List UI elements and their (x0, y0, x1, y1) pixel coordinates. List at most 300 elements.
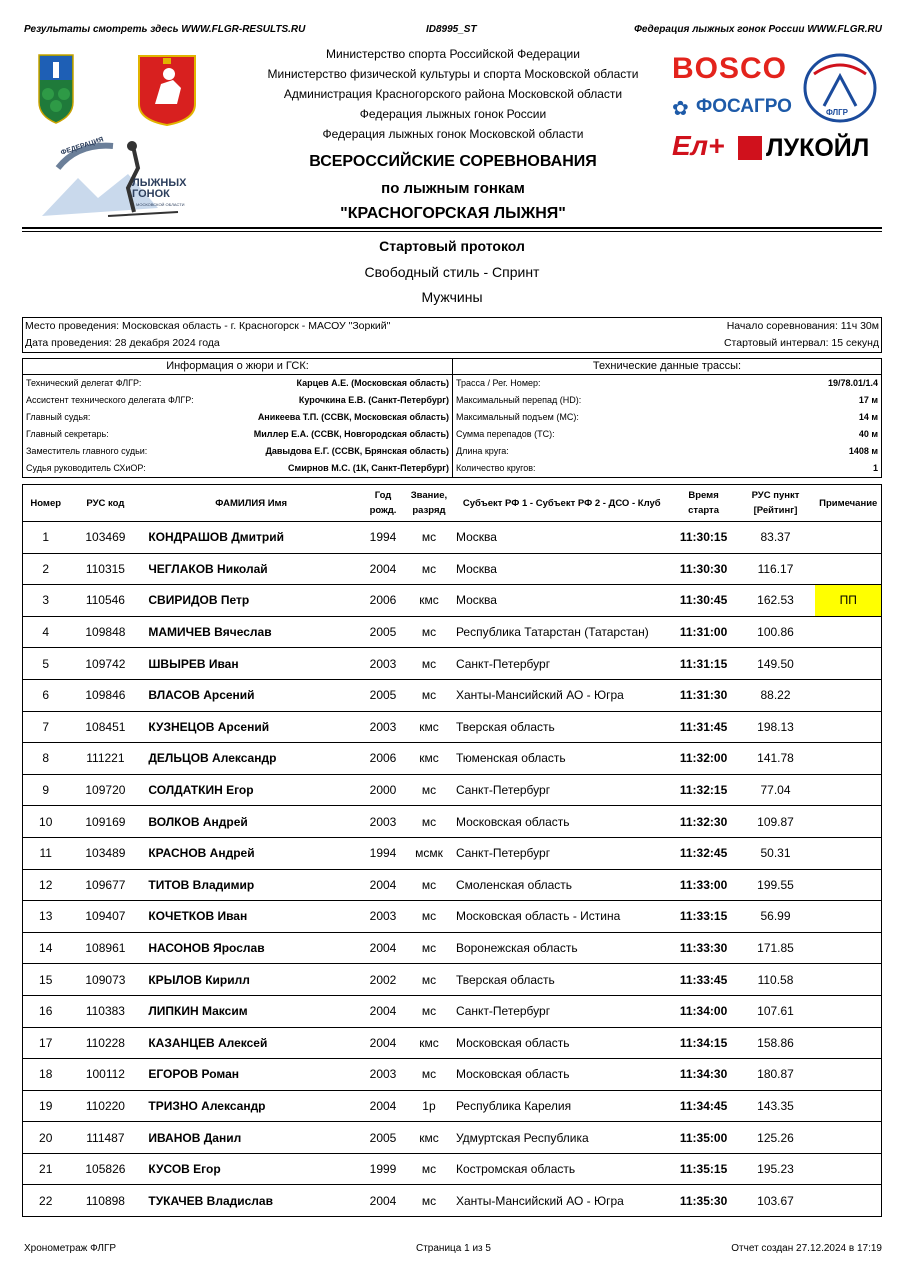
flgr-logo (802, 52, 878, 124)
rus-points: 88.22 (736, 679, 816, 711)
header-divider-thin (22, 231, 882, 232)
competition-info (22, 317, 882, 353)
jury-value: Аникеева Т.П. (ССВК, Московская область) (257, 412, 449, 422)
col-header-year (360, 485, 406, 522)
note (815, 964, 881, 996)
table-row (23, 837, 882, 869)
rus-code: 109407 (68, 901, 142, 933)
rus-code: 105826 (68, 1153, 142, 1185)
note (815, 774, 881, 806)
jury-label: Ассистент технического делегата ФЛГР: (26, 395, 194, 405)
club: Московская область (452, 1027, 672, 1059)
athlete-name: КРАСНОВ Андрей (142, 837, 360, 869)
birth-year: 2006 (360, 585, 406, 617)
rus-points: 199.55 (736, 869, 816, 901)
col-header-year-line1: Год (374, 490, 392, 501)
athlete-number: 8 (23, 743, 69, 775)
jury-and-track-info (22, 358, 882, 478)
rus-code: 109169 (68, 806, 142, 838)
rank: мс (406, 869, 452, 901)
rus-points: 107.61 (736, 995, 816, 1027)
table-header-row (23, 485, 882, 522)
track-label: Трасса / Рег. Номер: (456, 378, 541, 388)
note (815, 743, 881, 775)
organizers-list (230, 44, 676, 144)
start-time-cell: 11:31:30 (672, 679, 736, 711)
jury-label: Заместитель главного судьи: (26, 446, 148, 456)
rus-points: 77.04 (736, 774, 816, 806)
club: Санкт-Петербург (452, 648, 672, 680)
athlete-number: 3 (23, 585, 69, 617)
rus-code: 109742 (68, 648, 142, 680)
track-value: 14 м (858, 412, 878, 422)
track-value: 1 (872, 463, 878, 473)
club: Удмуртская Республика (452, 1122, 672, 1154)
note (815, 679, 881, 711)
jury-title: Информация о жюри и ГСК: (23, 359, 452, 375)
rank: кмс (406, 585, 452, 617)
track-value: 17 м (858, 395, 878, 405)
jury-row (23, 375, 452, 392)
rank: кмс (406, 711, 452, 743)
club: Москва (452, 585, 672, 617)
athlete-name: ВОЛКОВ Андрей (142, 806, 360, 838)
col-header-time-line2: старта (688, 505, 719, 516)
lukoil-emblem-icon (738, 136, 762, 160)
jury-label: Главный секретарь: (26, 429, 109, 439)
rus-code: 109677 (68, 869, 142, 901)
athlete-number: 13 (23, 901, 69, 933)
table-row (23, 616, 882, 648)
table-row (23, 774, 882, 806)
federation-link[interactable]: Федерация лыжных гонок России WWW.FLGR.RU (634, 24, 882, 35)
note (815, 869, 881, 901)
note (815, 648, 881, 680)
table-row (23, 964, 882, 996)
athlete-name: ШВЫРЕВ Иван (142, 648, 360, 680)
birth-year: 2003 (360, 648, 406, 680)
organizer-line: Министерство физической культуры и спорта Московской области (267, 67, 639, 81)
fed-logo-text-1: ФЕДЕРАЦИЯ (60, 136, 105, 157)
club: Республика Карелия (452, 1090, 672, 1122)
athlete-name: КРЫЛОВ Кирилл (142, 964, 360, 996)
birth-year: 2005 (360, 616, 406, 648)
note (815, 1185, 881, 1217)
club: Смоленская область (452, 869, 672, 901)
col-header-time-line1: Время (688, 490, 719, 501)
track-value: 19/78.01/1.4 (827, 378, 878, 388)
athlete-name: СВИРИДОВ Петр (142, 585, 360, 617)
rus-code: 100112 (68, 1059, 142, 1091)
organizer-line: Федерация лыжных гонок Московской области (322, 127, 584, 141)
birth-year: 2003 (360, 806, 406, 838)
start-time-cell: 11:32:00 (672, 743, 736, 775)
rus-points: 143.35 (736, 1090, 816, 1122)
athlete-number: 20 (23, 1122, 69, 1154)
club: Санкт-Петербург (452, 774, 672, 806)
athlete-number: 9 (23, 774, 69, 806)
athlete-number: 19 (23, 1090, 69, 1122)
jury-value: Миллер Е.А. (ССВК, Новгородская область) (253, 429, 449, 439)
start-interval: Стартовый интервал: 15 секунд (723, 337, 879, 349)
bosco-logo: BOSCO (672, 52, 788, 85)
table-row (23, 1090, 882, 1122)
athlete-number: 7 (23, 711, 69, 743)
rank: мс (406, 553, 452, 585)
athlete-name: МАМИЧЕВ Вячеслав (142, 616, 360, 648)
birth-year: 2003 (360, 711, 406, 743)
rank: мс (406, 522, 452, 554)
athlete-name: НАСОНОВ Ярослав (142, 932, 360, 964)
note (815, 553, 881, 585)
track-label: Длина круга: (456, 446, 509, 456)
table-row (23, 1027, 882, 1059)
club: Республика Татарстан (Татарстан) (452, 616, 672, 648)
fed-logo-text-2: ЛЫЖНЫХ (132, 177, 187, 189)
start-time-cell: 11:30:15 (672, 522, 736, 554)
start-time-cell: 11:32:15 (672, 774, 736, 806)
birth-year: 2004 (369, 1193, 397, 1208)
fed-logo-text-3: ГОНОК (132, 188, 170, 200)
flgr-logo-text: ФЛГР (826, 108, 849, 117)
club: Костромская область (452, 1153, 672, 1185)
jury-row (23, 460, 452, 477)
start-time-cell: 11:32:45 (672, 837, 736, 869)
club: Санкт-Петербург (452, 995, 672, 1027)
table-row (23, 1122, 882, 1154)
rus-points: 103.67 (757, 1193, 794, 1208)
rank: мс (406, 1153, 452, 1185)
club: Воронежская область (452, 932, 672, 964)
track-title: Технические данные трассы: (453, 359, 881, 375)
rank: мс (406, 901, 452, 933)
rank: мс (406, 995, 452, 1027)
note (815, 1153, 881, 1185)
venue: Место проведения: Московская область - г. Красногорск - МАСОУ "Зоркий" (25, 320, 391, 332)
jury-row (23, 409, 452, 426)
rus-code: 109720 (68, 774, 142, 806)
footer-page: Страница 1 из 5 (416, 1243, 491, 1254)
ski-federation-moscow-oblast-logo (38, 138, 190, 220)
club: Тверская область (452, 964, 672, 996)
birth-year: 2003 (360, 901, 406, 933)
track-row (453, 375, 881, 392)
club: Московская область - Истина (452, 901, 672, 933)
rus-points: 100.86 (736, 616, 816, 648)
athlete-name: ЧЕГЛАКОВ Николай (142, 553, 360, 585)
birth-year: 2005 (360, 1122, 406, 1154)
table-row (23, 679, 882, 711)
note (815, 711, 881, 743)
note (815, 522, 881, 554)
discipline: Свободный стиль - Спринт (364, 264, 540, 280)
col-header-club: Субъект РФ 1 - Субъект РФ 2 - ДСО - Клуб (452, 485, 672, 522)
club: Тюменская область (452, 743, 672, 775)
start-time-cell: 11:32:30 (672, 806, 736, 838)
start-time-cell: 11:31:00 (672, 616, 736, 648)
track-label: Количество кругов: (456, 463, 536, 473)
rank: мсмк (406, 837, 452, 869)
birth-year: 2004 (360, 995, 406, 1027)
start-time-cell: 11:30:45 (672, 585, 736, 617)
rus-points: 195.23 (736, 1153, 816, 1185)
col-header-points-line2: [Рейтинг] (753, 505, 798, 516)
table-row (23, 711, 882, 743)
table-row (23, 806, 882, 838)
rus-code: 110228 (68, 1027, 142, 1059)
club: Ханты-Мансийский АО - Югра (455, 1193, 624, 1208)
enplus-logo: Eл+ (672, 130, 725, 161)
table-row (23, 995, 882, 1027)
athlete-name: ВЛАСОВ Арсений (142, 679, 360, 711)
col-header-note: Примечание (815, 485, 881, 522)
header-divider (22, 227, 882, 229)
birth-year: 2004 (360, 553, 406, 585)
track-label: Максимальный подъем (MC): (456, 412, 579, 422)
athlete-number: 5 (23, 648, 69, 680)
rus-code: 109846 (68, 679, 142, 711)
rus-code: 103489 (68, 837, 142, 869)
phosagro-logo (672, 94, 796, 120)
athlete-number: 21 (23, 1153, 69, 1185)
track-label: Максимальный перепад (HD): (456, 395, 582, 405)
athlete-name: ЛИПКИН Максим (142, 995, 360, 1027)
rus-points: 56.99 (736, 901, 816, 933)
start-list-table (22, 484, 882, 1217)
note (815, 1027, 881, 1059)
note (815, 995, 881, 1027)
rus-code: 110898 (85, 1193, 125, 1208)
jury-label: Главный судья: (26, 412, 91, 422)
club: Тверская область (452, 711, 672, 743)
athlete-name: КУСОВ Егор (142, 1153, 360, 1185)
start-time-cell: 11:33:15 (672, 901, 736, 933)
rank: мс (406, 1059, 452, 1091)
phosagro-text: ФОСАГРО (696, 96, 792, 117)
athlete-number: 1 (23, 522, 69, 554)
start-time-cell: 11:34:15 (672, 1027, 736, 1059)
track-value: 40 м (858, 429, 878, 439)
rus-points: 158.86 (736, 1027, 816, 1059)
table-row (23, 932, 882, 964)
athlete-number: 10 (23, 806, 69, 838)
jury-value: Смирнов М.С. (1К, Санкт-Петербург) (288, 463, 449, 473)
club: Московская область (452, 1059, 672, 1091)
footer-created: Отчет создан 27.12.2024 в 17:19 (731, 1243, 882, 1254)
athlete-number: 2 (23, 553, 69, 585)
rank: мс (406, 806, 452, 838)
birth-year: 2003 (360, 1059, 406, 1091)
athlete-number: 6 (23, 679, 69, 711)
birth-year: 1994 (360, 522, 406, 554)
rus-code: 109073 (68, 964, 142, 996)
lukoil-text: ЛУКОЙЛ (766, 134, 870, 162)
birth-year: 2006 (360, 743, 406, 775)
track-value: 1408 м (848, 446, 878, 456)
note (815, 1122, 881, 1154)
organizer-line: Федерация лыжных гонок России (359, 107, 547, 121)
col-header-name: ФАМИЛИЯ Имя (142, 485, 360, 522)
birth-year: 1994 (360, 837, 406, 869)
jury-value: Карцев А.Е. (Московская область) (296, 378, 449, 388)
note (815, 1059, 881, 1091)
athlete-number: 11 (23, 837, 69, 869)
rank: мс (406, 932, 452, 964)
rus-points: 180.87 (736, 1059, 816, 1091)
birth-year: 2004 (360, 932, 406, 964)
rank: кмс (406, 1122, 452, 1154)
jury-row (23, 426, 452, 443)
lukoil-logo (738, 134, 880, 164)
category: Мужчины (421, 289, 483, 305)
note (815, 932, 881, 964)
flower-icon: ✿ (672, 98, 689, 120)
birth-year: 2004 (360, 1027, 406, 1059)
club: Москва (452, 553, 672, 585)
rus-code: 110383 (68, 995, 142, 1027)
athlete-name: ТИТОВ Владимир (142, 869, 360, 901)
start-time-cell: 11:35:15 (672, 1153, 736, 1185)
rank: мс (406, 774, 452, 806)
start-time-cell: 11:31:45 (672, 711, 736, 743)
rus-code: 110315 (68, 553, 142, 585)
rus-code: 103469 (68, 522, 142, 554)
athlete-name: КАЗАНЦЕВ Алексей (142, 1027, 360, 1059)
event-title-line2: по лыжным гонкам (381, 180, 525, 197)
table-row (23, 585, 882, 617)
organizer-line: Администрация Красногорского района Московской области (283, 87, 623, 101)
track-row (453, 443, 881, 460)
note (815, 901, 881, 933)
rus-points: 171.85 (736, 932, 816, 964)
organizer-line: Министерство спорта Российской Федерации (326, 47, 580, 61)
birth-year: 1999 (360, 1153, 406, 1185)
col-header-code: РУС код (68, 485, 142, 522)
table-row (23, 648, 882, 680)
athlete-name: ТУКАЧЕВ Владислав (148, 1193, 273, 1208)
table-row (23, 1153, 882, 1185)
athlete-number: 12 (23, 869, 69, 901)
rus-code: 111221 (68, 743, 142, 775)
note (815, 1090, 881, 1122)
rus-points: 50.31 (736, 837, 816, 869)
col-header-year-line2: рожд. (369, 505, 397, 516)
rus-code: 111487 (68, 1122, 142, 1154)
rus-points: 162.53 (736, 585, 816, 617)
rus-code: 108451 (68, 711, 142, 743)
table-row (23, 869, 882, 901)
col-header-rank-line1: Звание, (410, 490, 448, 501)
footer-timing: Хронометраж ФЛГР (24, 1243, 117, 1254)
rus-code: 110220 (68, 1090, 142, 1122)
rus-code: 109848 (68, 616, 142, 648)
col-header-time (672, 485, 736, 522)
athlete-name: ИВАНОВ Данил (142, 1122, 360, 1154)
athlete-number: 17 (23, 1027, 69, 1059)
event-title-line1: ВСЕРОССИЙСКИЕ СОРЕВНОВАНИЯ (309, 153, 597, 170)
athlete-name: ЕГОРОВ Роман (142, 1059, 360, 1091)
birth-year: 2004 (360, 1090, 406, 1122)
note (815, 616, 881, 648)
results-link[interactable]: Результаты смотреть здесь WWW.FLGR-RESULTS.RU (24, 24, 306, 35)
rus-points: 198.13 (736, 711, 816, 743)
club: Ханты-Мансийский АО - Югра (452, 679, 672, 711)
club: Московская область (452, 806, 672, 838)
rank: кмс (406, 743, 452, 775)
protocol-title: Стартовый протокол (379, 238, 525, 254)
jury-row (23, 443, 452, 460)
athlete-name: ДЕЛЬЦОВ Александр (142, 743, 360, 775)
table-row (23, 553, 882, 585)
krasnogorsk-coat-of-arms (38, 54, 74, 124)
col-header-points (736, 485, 816, 522)
athlete-name: КУЗНЕЦОВ Арсений (142, 711, 360, 743)
track-row (453, 392, 881, 409)
track-row (453, 426, 881, 443)
col-header-rank (406, 485, 452, 522)
athlete-name: КОНДРАШОВ Дмитрий (142, 522, 360, 554)
athlete-name: КОЧЕТКОВ Иван (142, 901, 360, 933)
rus-points: 110.58 (736, 964, 816, 996)
rank: мс (406, 616, 452, 648)
date: Дата проведения: 28 декабря 2024 года (25, 337, 220, 349)
event-title-line3: "КРАСНОГОРСКАЯ ЛЫЖНЯ" (340, 205, 566, 222)
fed-logo-text-4: МОСКОВСКОЙ ОБЛАСТИ (136, 202, 185, 207)
birth-year: 2000 (360, 774, 406, 806)
start-time: Начало соревнования: 11ч 30м (726, 320, 879, 332)
jury-label: Судья руководитель СХиОР: (26, 463, 146, 473)
rank: мс (406, 964, 452, 996)
athlete-number: 15 (23, 964, 69, 996)
athlete-name: ТРИЗНО Александр (142, 1090, 360, 1122)
note: ПП (815, 585, 881, 617)
jury-row (23, 392, 452, 409)
note (815, 837, 881, 869)
athlete-number: 18 (23, 1059, 69, 1091)
start-time-cell: 11:33:30 (672, 932, 736, 964)
start-time-cell: 11:34:45 (672, 1090, 736, 1122)
start-time-cell: 11:34:00 (672, 995, 736, 1027)
rus-points: 149.50 (736, 648, 816, 680)
track-panel (453, 359, 881, 477)
club: Москва (452, 522, 672, 554)
birth-year: 2004 (360, 869, 406, 901)
rus-points: 109.87 (736, 806, 816, 838)
col-header-points-line1: РУС пункт (751, 490, 800, 501)
table-row (23, 901, 882, 933)
table-row (23, 743, 882, 775)
col-header-number: Номер (23, 485, 69, 522)
rus-points: 141.78 (736, 743, 816, 775)
club: Санкт-Петербург (452, 837, 672, 869)
birth-year: 2002 (360, 964, 406, 996)
birth-year: 2005 (360, 679, 406, 711)
rus-code: 108961 (68, 932, 142, 964)
jury-panel (23, 359, 453, 477)
rus-code: 110546 (68, 585, 142, 617)
document-id: ID8995_ST (426, 24, 477, 35)
jury-value: Курочкина Е.В. (Санкт-Петербург) (298, 395, 449, 405)
table-row (23, 522, 882, 554)
athlete-name: СОЛДАТКИН Егор (142, 774, 360, 806)
rank: мс (421, 1193, 437, 1208)
note (815, 806, 881, 838)
athlete-number: 14 (23, 932, 69, 964)
rus-points: 116.17 (736, 553, 816, 585)
start-time-cell: 11:35:00 (672, 1122, 736, 1154)
track-row (453, 460, 881, 477)
athlete-number: 4 (23, 616, 69, 648)
